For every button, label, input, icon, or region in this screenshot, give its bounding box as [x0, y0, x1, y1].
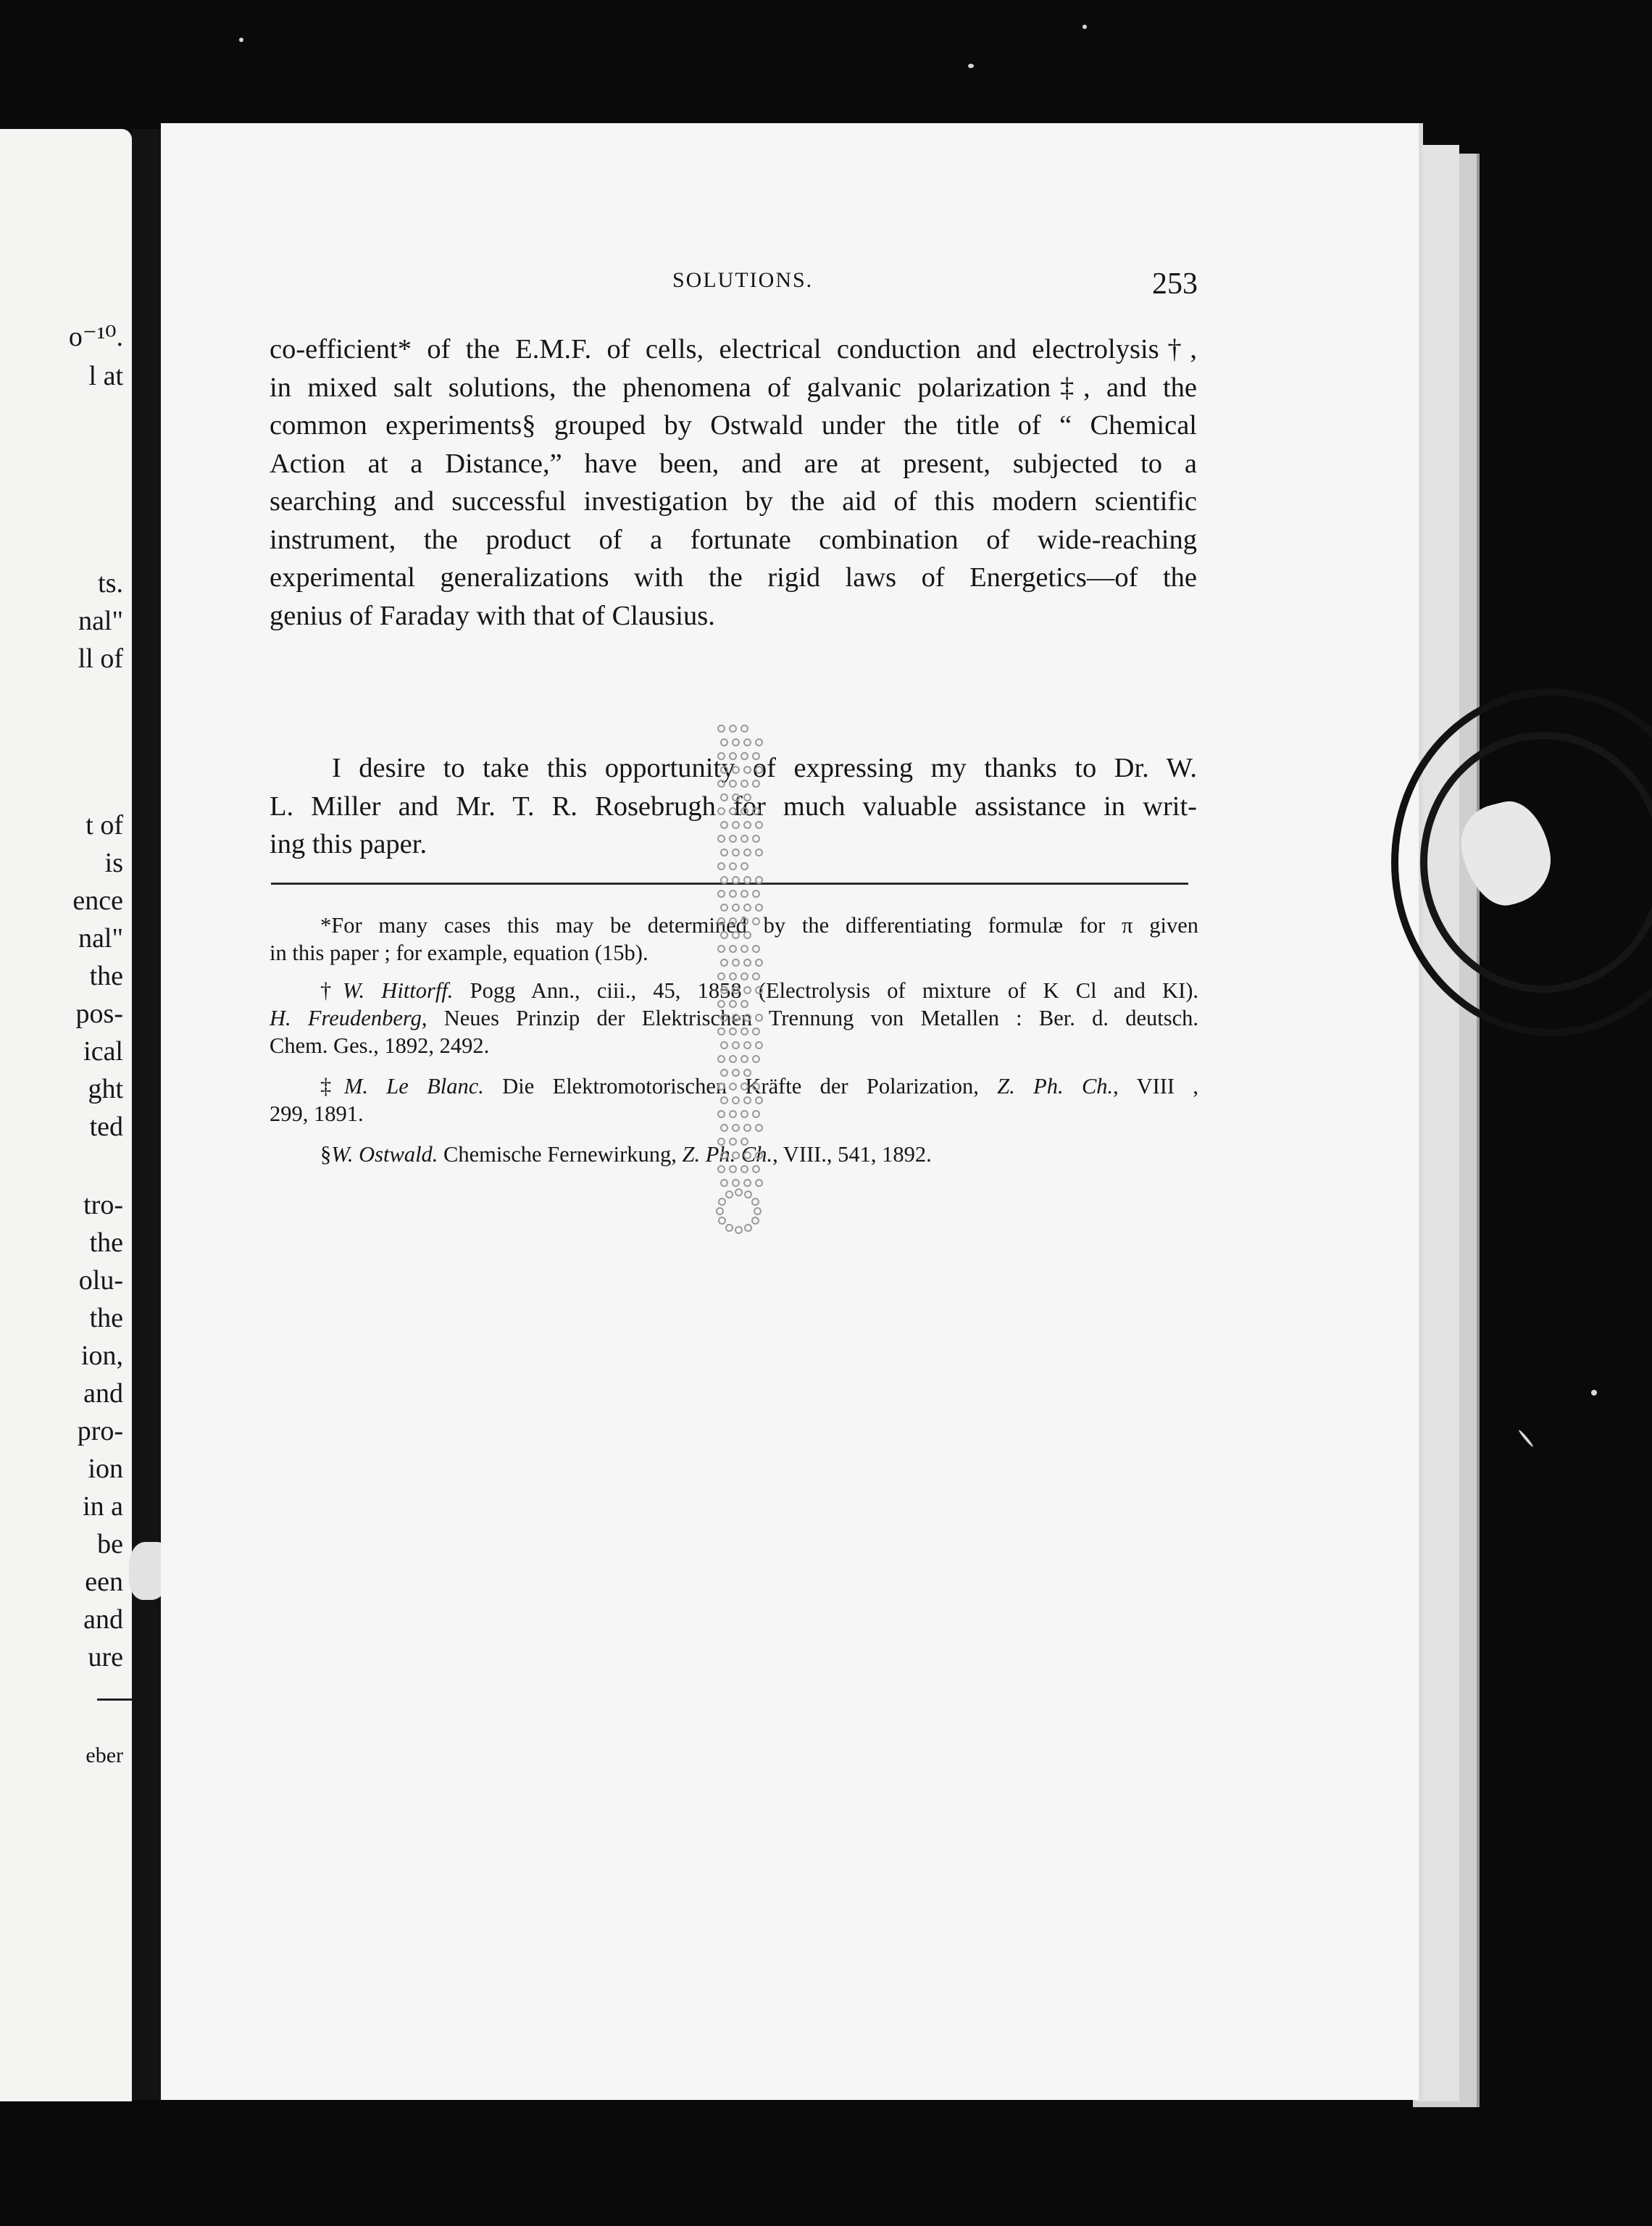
- perforation-dot: [732, 1124, 740, 1132]
- perforation-dot: [725, 1224, 733, 1232]
- perforation-dot: [755, 821, 763, 829]
- perforation-dot: [732, 1179, 740, 1187]
- perforation-dot: [743, 849, 751, 856]
- perforation-dot: [752, 972, 760, 980]
- previous-page-text: ted: [89, 1112, 123, 1142]
- perforation-dot: [729, 890, 737, 898]
- perforation-dot: [729, 1055, 737, 1063]
- previous-page-text: tro-: [83, 1190, 123, 1220]
- previous-page-text: ts.: [98, 568, 123, 599]
- text-line: instrument, the product of a fortunate combination of wide-reaching: [270, 524, 1197, 555]
- perforation-dot: [752, 917, 760, 925]
- perforation-dot: [741, 972, 748, 980]
- section-mark: §: [320, 1142, 332, 1167]
- perforation-dot: [717, 752, 725, 760]
- perforation-dot: [743, 738, 751, 746]
- footnote-author: W. Hittorff.: [342, 978, 454, 1003]
- perforation-dot: [752, 780, 760, 788]
- perforation-dot: [729, 835, 737, 843]
- scan-speck: [1518, 1429, 1534, 1448]
- perforation-dot: [741, 1083, 748, 1091]
- perforation-dot: [717, 972, 725, 980]
- perforation-dot: [752, 1110, 760, 1118]
- perforation-dot: [755, 904, 763, 912]
- perforation-dot: [720, 1096, 728, 1104]
- perforation-dot: [729, 1000, 737, 1008]
- perforation-dot: [717, 725, 725, 733]
- perforation-dot: [720, 849, 728, 856]
- perforation-dot: [732, 1096, 740, 1104]
- perforation-dot: [732, 1069, 740, 1077]
- perforation-dot: [716, 1207, 724, 1215]
- perforation-dot: [732, 931, 740, 939]
- perforation-dot: [741, 945, 748, 953]
- footnote-text: Pogg Ann., ciii., 45, 1858 (Electrolysis of mixture of K Cl and KI).: [453, 978, 1199, 1003]
- perforation-dot: [720, 1179, 728, 1187]
- perforation-dot: [732, 738, 740, 746]
- previous-page-text: nal": [78, 606, 123, 636]
- footnote-text: , Neues Prinzip der Elektrischen Trennung von Metallen : Ber. d. deutsch.: [421, 1006, 1198, 1030]
- previous-page-rule: [97, 1698, 132, 1701]
- perforation-dot: [741, 1027, 748, 1035]
- page-number: 253: [1152, 267, 1198, 301]
- perforation-dot: [729, 780, 737, 788]
- perforation-dot: [720, 1124, 728, 1132]
- perforation-dot: [741, 835, 748, 843]
- perforation-dot: [729, 1165, 737, 1173]
- perforation-dot: [755, 849, 763, 856]
- footnote-line: in this paper ; for example, equation (15b).: [270, 941, 648, 965]
- book-gutter: [132, 129, 161, 2100]
- perforation-dot: [743, 1096, 751, 1104]
- perforation-dot: [720, 766, 728, 774]
- scan-speck: [968, 64, 974, 68]
- perforation-dot: [720, 1014, 728, 1022]
- footnote-divider: [271, 883, 1188, 885]
- perforation-dot: [743, 876, 751, 884]
- perforation-dot: [732, 766, 740, 774]
- double-dagger-mark: ‡: [320, 1074, 344, 1099]
- perforation-dot: [720, 959, 728, 967]
- footnote-line: 299, 1891.: [270, 1101, 364, 1126]
- perforation-dot: [735, 1226, 743, 1234]
- previous-page-text: and: [83, 1604, 123, 1635]
- perforation-dot: [743, 1124, 751, 1132]
- perforation-dot: [732, 793, 740, 801]
- perforation-dot: [729, 1138, 737, 1146]
- scan-speck: [1591, 1390, 1597, 1396]
- perforation-dot: [741, 1055, 748, 1063]
- perforation-dot: [741, 917, 748, 925]
- perforation-dot: [751, 1217, 759, 1225]
- footnote-line: Chem. Ges., 1892, 2492.: [270, 1033, 490, 1058]
- footnote-author: W. Ostwald.: [331, 1142, 438, 1167]
- perforation-dot: [720, 904, 728, 912]
- perforation-dot: [732, 1041, 740, 1049]
- perforation-dot: [717, 945, 725, 953]
- perforation-dot: [755, 766, 763, 774]
- perforation-dot: [755, 1179, 763, 1187]
- perforation-dot: [729, 862, 737, 870]
- previous-page-text: and: [83, 1378, 123, 1409]
- perforation-dot: [752, 1165, 760, 1173]
- previous-page-text: pro-: [77, 1416, 123, 1446]
- perforation-dot: [732, 959, 740, 967]
- footnote-text: Die Elektromotorischen Kräfte der Polarization,: [483, 1074, 998, 1099]
- perforation-dot: [717, 835, 725, 843]
- perforation-dot: [729, 1083, 737, 1091]
- text-line: in mixed salt solutions, the phenomena of galvanic polarization‡, and the: [270, 372, 1197, 403]
- previous-page-text: ion: [88, 1454, 123, 1484]
- perforation-dot: [720, 931, 728, 939]
- previous-page-text: in a: [83, 1491, 123, 1522]
- perforation-dot: [732, 849, 740, 856]
- perforation-dot: [752, 807, 760, 815]
- previous-page-text: ure: [88, 1642, 123, 1672]
- previous-page-text: t of: [85, 810, 123, 841]
- perforation-dot: [729, 752, 737, 760]
- previous-page-edge: [0, 129, 132, 2101]
- perforation-dot: [741, 890, 748, 898]
- previous-page-text: be: [97, 1529, 123, 1559]
- footnote-author: M. Le Blanc.: [343, 1074, 484, 1099]
- footnote-text: Chemische Fernewirkung,: [438, 1142, 683, 1167]
- perforation-dot: [717, 890, 725, 898]
- perforation-dot: [729, 1110, 737, 1118]
- perforation-dot: [732, 876, 740, 884]
- perforation-dot: [732, 986, 740, 994]
- perforation-dot: [743, 821, 751, 829]
- perforation-dot: [735, 1188, 743, 1196]
- perforation-dot: [743, 904, 751, 912]
- running-head: SOLUTIONS.: [672, 268, 814, 292]
- perforation-dot: [755, 986, 763, 994]
- journal-name: Z. Ph. Ch.: [682, 1142, 773, 1167]
- previous-page-text: ical: [83, 1036, 123, 1067]
- footnote-text: , VIII., 541, 1892.: [772, 1142, 932, 1167]
- perforation-dot: [755, 1041, 763, 1049]
- perforation-dot: [729, 945, 737, 953]
- perforation-dot: [744, 1224, 752, 1232]
- body-paragraph-1: [270, 330, 1197, 635]
- previous-page-text: ence: [72, 885, 123, 916]
- perforation-dot: [732, 821, 740, 829]
- perforation-dot: [732, 1151, 740, 1159]
- previous-page-text: ght: [88, 1074, 123, 1104]
- previous-page-text: ion,: [80, 1341, 123, 1371]
- perforation-dot: [752, 752, 760, 760]
- perforation-dot: [741, 752, 748, 760]
- scan-speck: [1082, 25, 1087, 29]
- perforation-dot: [717, 1083, 725, 1091]
- perforation-dot: [743, 986, 751, 994]
- previous-page-text: een: [85, 1567, 123, 1597]
- perforation-dot: [717, 1055, 725, 1063]
- perforation-dot: [729, 972, 737, 980]
- perforation-dot: [741, 862, 748, 870]
- perforation-dot: [717, 917, 725, 925]
- perforation-dot: [743, 959, 751, 967]
- perforation-dot: [741, 1165, 748, 1173]
- perforation-dot: [732, 904, 740, 912]
- text-line: Action at a Distance,” have been, and are at present, subjected to a: [270, 448, 1197, 479]
- perforation-dot: [720, 1041, 728, 1049]
- text-line: common experiments§ grouped by Ostwald under the title of “ Chemical: [270, 410, 1197, 441]
- dagger-mark: †: [320, 978, 343, 1003]
- previous-page-text: olu-: [78, 1265, 123, 1296]
- perforation-dot: [755, 1124, 763, 1132]
- perforation-dot: [720, 986, 728, 994]
- perforation-dot: [755, 1014, 763, 1022]
- previous-page-text: eber: [85, 1743, 123, 1767]
- perforation-dot: [717, 1000, 725, 1008]
- text-line: ing this paper.: [270, 829, 427, 859]
- previous-page-text: is: [104, 848, 123, 878]
- previous-page-text: the: [89, 1227, 123, 1258]
- perforation-dot: [743, 1069, 751, 1077]
- footnote-author: H. Freudenberg: [270, 1006, 422, 1030]
- perforation-dot: [755, 876, 763, 884]
- perforation-dot: [729, 917, 737, 925]
- perforation-dot: [752, 1055, 760, 1063]
- perforation-dot: [732, 1014, 740, 1022]
- journal-name: Z. Ph. Ch.: [997, 1074, 1114, 1099]
- text-line: genius of Faraday with that of Clausius.: [270, 600, 715, 631]
- perforation-dot: [741, 725, 748, 733]
- previous-page-text: ll of: [78, 643, 123, 674]
- perforation-dot: [720, 876, 728, 884]
- perforation-dot: [741, 780, 748, 788]
- perforation-dot: [741, 1000, 748, 1008]
- text-line: I desire to take this opportunity of expressing my thanks to Dr. W.: [332, 753, 1197, 783]
- perforation-dot: [751, 1198, 759, 1206]
- previous-page-text: the: [89, 1303, 123, 1333]
- perforation-dot: [743, 1014, 751, 1022]
- text-line: experimental generalizations with the rigid laws of Energetics—of the: [270, 562, 1197, 593]
- perforation-dot: [752, 1083, 760, 1091]
- perforation-dot: [752, 945, 760, 953]
- previous-page-text: nal": [78, 923, 123, 954]
- text-line: L. Miller and Mr. T. R. Rosebrugh for much valuable assistance in writ-: [270, 791, 1197, 822]
- perforation-dot: [720, 793, 728, 801]
- perforation-dot: [717, 862, 725, 870]
- perforation-dot: [741, 1110, 748, 1118]
- perforation-dot: [743, 766, 751, 774]
- footnote-text: , VIII ,: [1113, 1074, 1199, 1099]
- perforation-dot: [743, 1179, 751, 1187]
- text-line: searching and successful investigation by the aid of this modern scientific: [270, 486, 1197, 517]
- previous-page-text: l at: [88, 361, 123, 391]
- perforation-dot: [717, 1110, 725, 1118]
- perforation-dot: [743, 931, 751, 939]
- perforation-dot: [729, 807, 737, 815]
- perforation-dot: [752, 835, 760, 843]
- perforation-dot: [755, 738, 763, 746]
- previous-page-text: o⁻¹⁰.: [68, 322, 123, 352]
- perforation-dot: [717, 1165, 725, 1173]
- perforation-dot: [720, 821, 728, 829]
- perforation-dot: [755, 959, 763, 967]
- perforation-dot: [729, 1027, 737, 1035]
- perforation-dot: [717, 1138, 725, 1146]
- text-line: co-efficient* of the E.M.F. of cells, electrical conduction and electrolysis†,: [270, 334, 1197, 364]
- perforation-dot: [717, 807, 725, 815]
- footnote-line: *For many cases this may be determined by the differentiating formulæ for π given: [320, 913, 1198, 938]
- perforation-dot: [752, 890, 760, 898]
- perforation-dot: [743, 1151, 751, 1159]
- previous-page-text: the: [89, 961, 123, 991]
- perforation-dot: [729, 725, 737, 733]
- perforation-dot: [755, 1151, 763, 1159]
- perforation-dot: [755, 1096, 763, 1104]
- perforation-dot: [720, 738, 728, 746]
- scan-speck: [239, 38, 243, 42]
- perforation-dot: [743, 1041, 751, 1049]
- perforation-dot: [741, 1138, 748, 1146]
- perforation-dot: [717, 780, 725, 788]
- perforation-dot: [717, 1027, 725, 1035]
- perforation-dot: [741, 807, 748, 815]
- perforation-dot: [752, 1027, 760, 1035]
- perforation-dot: [720, 1069, 728, 1077]
- previous-page-text: pos-: [75, 999, 123, 1029]
- perforation-dot: [720, 1151, 728, 1159]
- perforation-dot: [743, 793, 751, 801]
- perforation-dot: [754, 1207, 762, 1215]
